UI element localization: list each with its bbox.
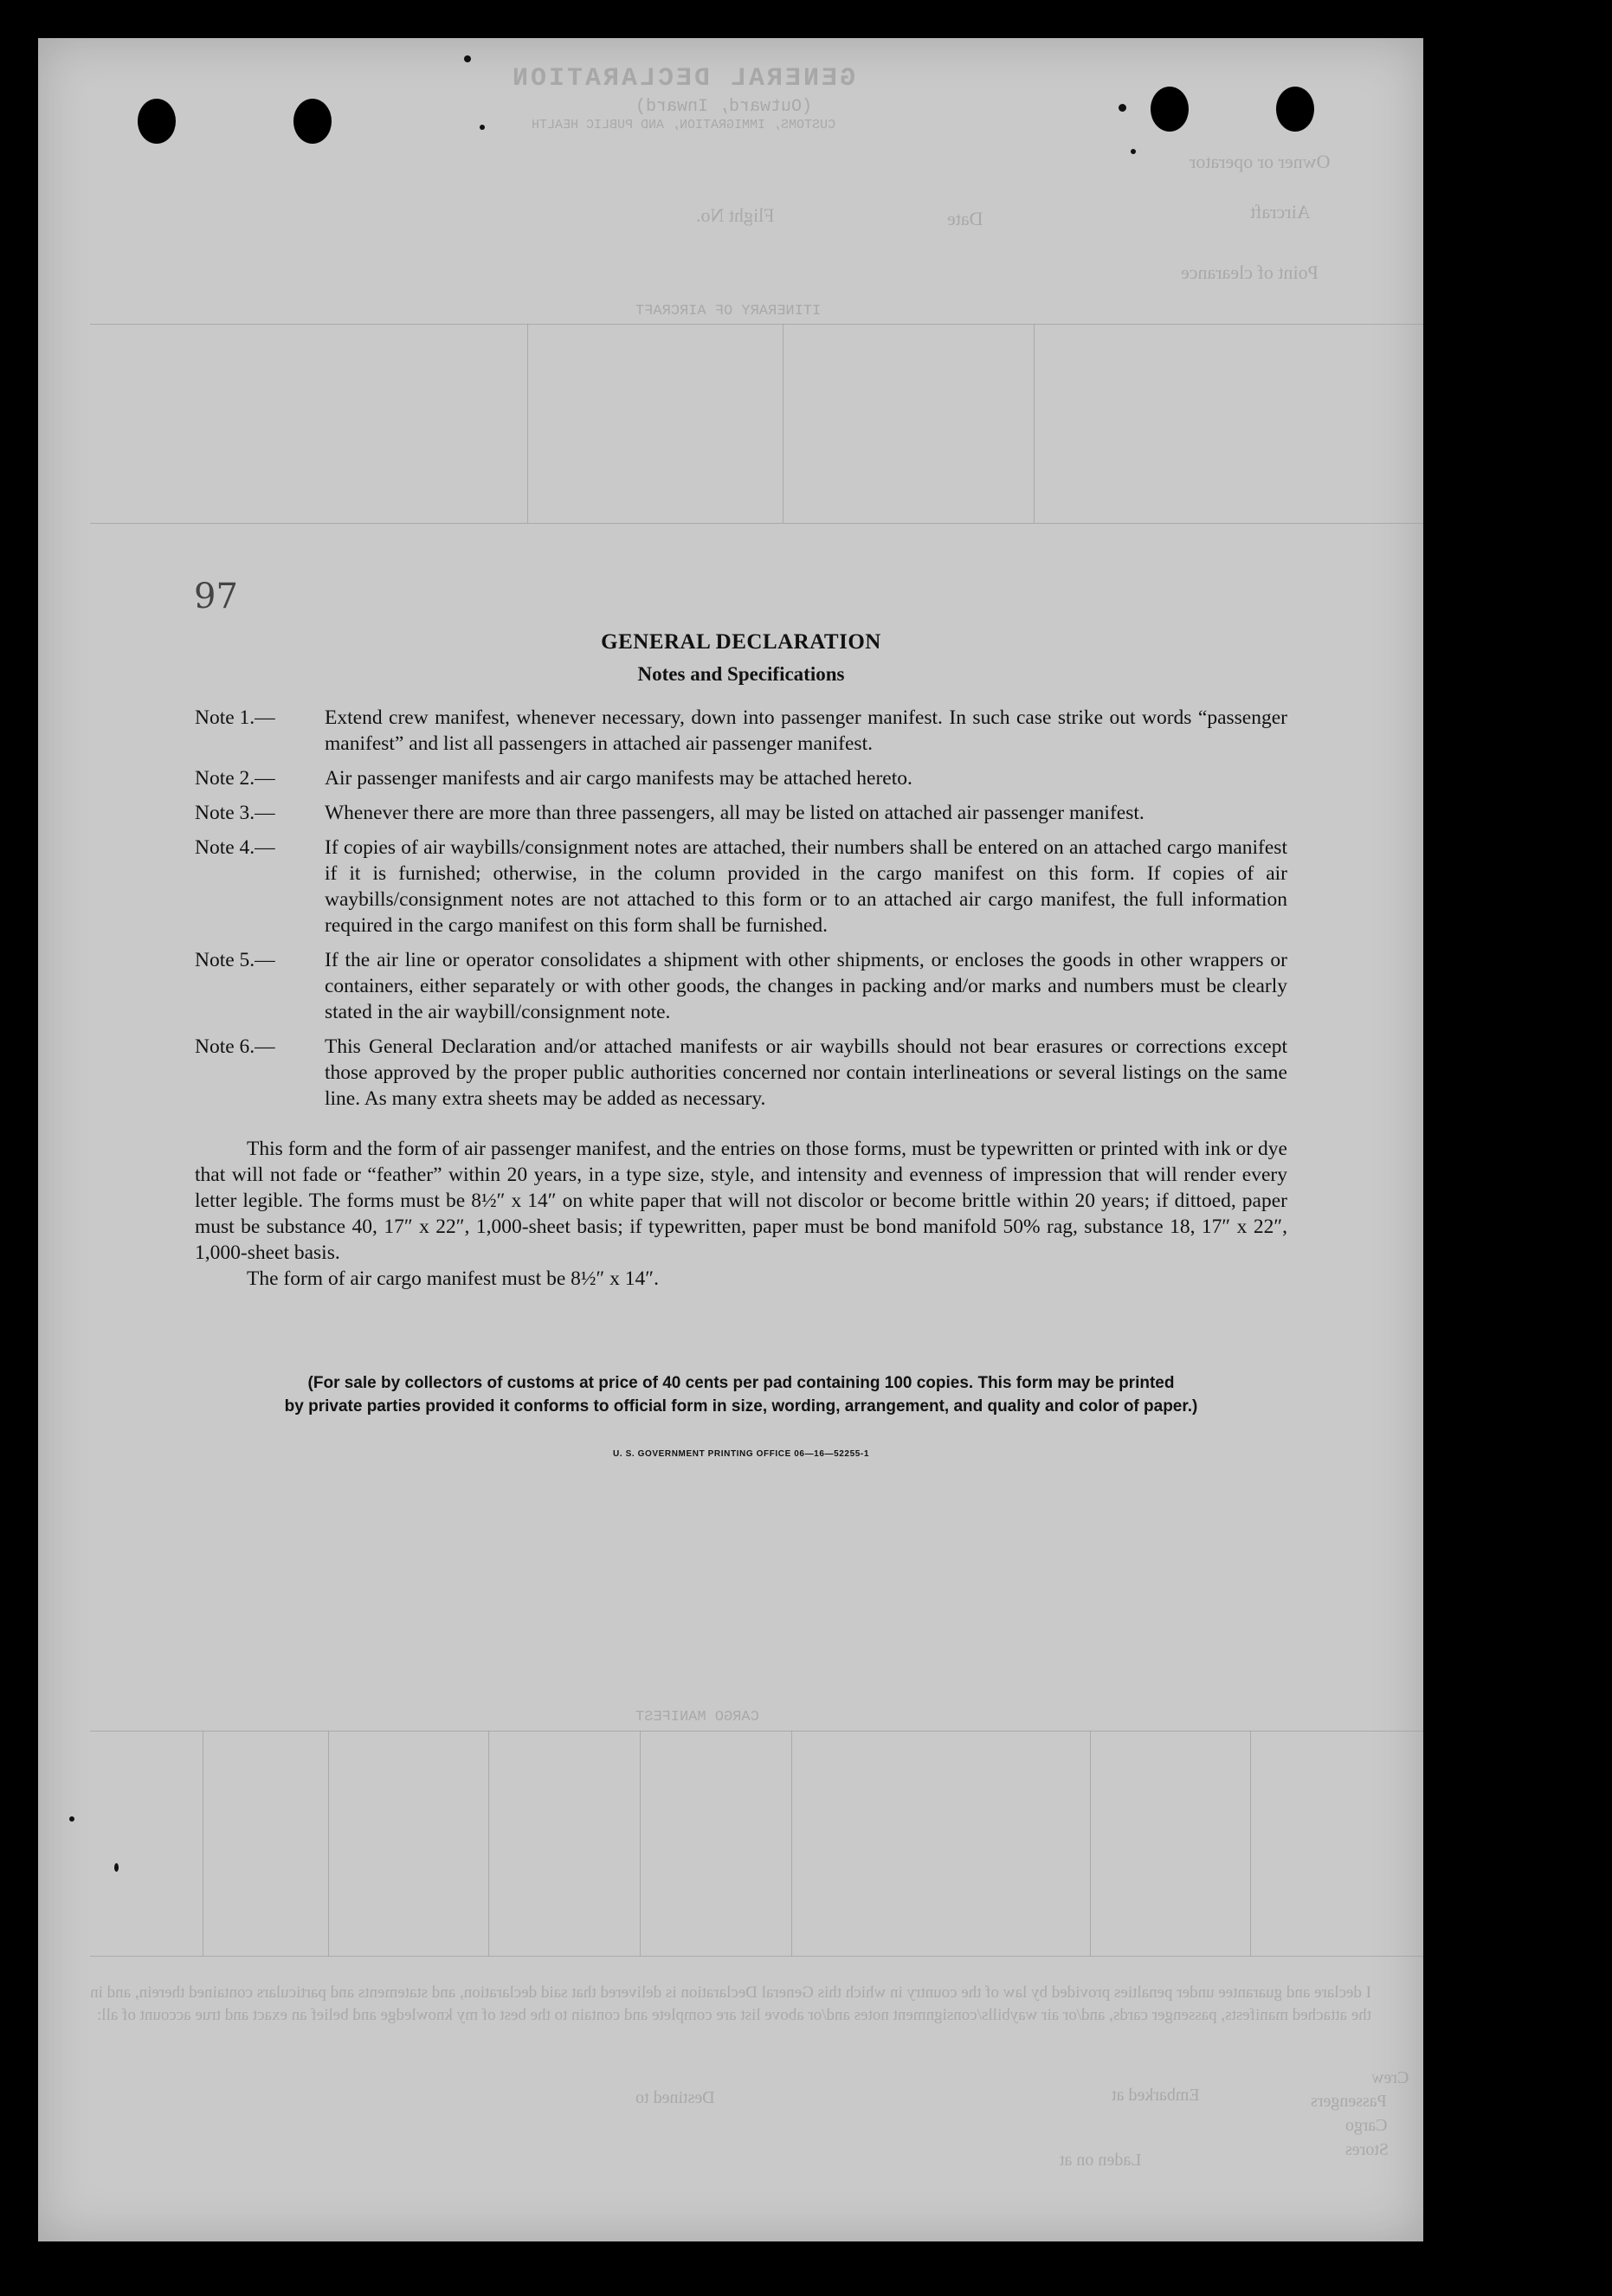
note-label: Note 5.— [195,949,275,971]
ghost-itinerary: ITINERARY OF AIRCRAFT [635,303,822,319]
ghost-rule [488,1731,489,1956]
ghost-rule [90,523,1423,524]
ghost-passengers: Passengers [1311,2092,1387,2111]
speck [1119,104,1126,112]
speck [114,1863,119,1872]
ghost-header: GENERAL DECLARATION [510,64,856,94]
note-4 [195,835,1287,938]
note-label: Note 3.— [195,802,275,824]
ghost-aircraft: Aircraft [1250,201,1311,223]
speck [69,1816,74,1822]
note-text: If copies of air waybills/consignment notes are attached, their numbers shall be entered on an attached cargo manifest if it is furnished; otherwise, in the column provided in the cargo manifest on this form. If copies of air waybills/consignment notes are not attached to this form or to an attached air cargo manifest, the full information required in the cargo manifest on this form shall be furnished. [325,836,1287,937]
speck [480,125,485,130]
printer-line: U. S. GOVERNMENT PRINTING OFFICE 06—16—52255-1 [613,1449,869,1459]
note-text: If the air line or operator consolidates a shipment with other shipments, or encloses the goods in other wrappers or containers, either separately or with other goods, the changes in packing and/or marks and numbers must be clearly stated in the air waybill/consignment note. [325,949,1287,1023]
ghost-laden: Laden on at [1060,2151,1142,2170]
note-3 [195,800,1287,826]
note-6 [195,1034,1287,1112]
ghost-flight: Flight No. [696,204,775,226]
ghost-destined: Destined to [635,2088,715,2107]
note-2 [195,765,1287,791]
sale-notice [195,1371,1287,1418]
ghost-cargo-manifest: CARGO MANIFEST [635,1709,759,1725]
ghost-rule [1250,1731,1251,1956]
ghost-date: Date [947,208,983,229]
sale-notice-line: (For sale by collectors of customs at price of 40 cents per pad containing 100 copies. This form may be printed [307,1374,1175,1392]
ghost-rule [90,1956,1423,1957]
cargo-size-line: The form of air cargo manifest must be 8½″ x 14″. [247,1267,659,1290]
note-5 [195,947,1287,1025]
document-subtitle: Notes and Specifications [637,663,845,685]
speck [464,55,471,62]
document-title: GENERAL DECLARATION [601,630,881,654]
ghost-agency: CUSTOMS, IMMIGRATION, AND PUBLIC HEALTH [532,118,836,132]
speck [1131,149,1136,154]
punch-hole [1276,87,1314,132]
ghost-crew: Crew [1371,2068,1409,2087]
ghost-rule [90,324,1423,325]
ghost-stores: Stores [1345,2140,1389,2159]
note-text: Extend crew manifest, whenever necessary, down into passenger manifest. In such case strike out words “passenger manifest” and list all passengers in attached air passenger manifest. [325,706,1287,755]
note-label: Note 1.— [195,706,275,729]
ghost-rule [328,1731,329,1956]
stamp-number: 97 [194,577,238,616]
ghost-owner: Owner or operator [1190,151,1331,172]
note-1 [195,705,1287,757]
punch-hole [293,99,332,144]
note-label: Note 2.— [195,767,275,790]
ghost-rule [527,324,528,523]
note-text: This General Declaration and/or attached manifests or air waybills should not bear erasures or corrections except those approved by the proper public authorities concerned nor contain interlineations or several listings on the same line. As many extra sheets may be added as necessary. [325,1035,1287,1110]
ghost-rule [640,1731,641,1956]
form-requirements-paragraph: This form and the form of air passenger manifest, and the entries on those forms, must be typewritten or printed with ink or dye that will not fade or “feather” within 20 years, in a type size, style, and intensity and evenness of impression that will render every letter legible. The forms must be 8½″ x 14″ on white paper that will not discolor or become brittle within 20 years; if dittoed, paper must be substance 40, 17″ x 22″, 1,000-sheet basis; if typewritten, paper must be bond manifold 50% rag, substance 18, 17″ x 22″, 1,000-sheet basis. [195,1138,1287,1264]
ghost-rule [1090,1731,1091,1956]
ghost-cargo: Cargo [1345,2116,1388,2135]
note-label: Note 4.— [195,836,275,859]
note-label: Note 6.— [195,1035,275,1058]
notes-section [195,630,1287,1459]
ghost-rule [90,1731,1423,1732]
sale-notice-line: by private parties provided it conforms to official form in size, wording, arrangement, and quality and color of paper.) [284,1397,1198,1416]
ghost-clearance: Point of clearance [1181,261,1319,283]
ghost-subheader: (Outward, Inward) [635,97,813,117]
punch-hole [138,99,176,144]
note-text: Air passenger manifests and air cargo manifests may be attached hereto. [325,767,912,790]
note-text: Whenever there are more than three passengers, all may be listed on attached air passenger manifest. [325,802,1145,824]
ghost-rule [1034,324,1035,523]
punch-hole [1151,87,1189,132]
ghost-embarked: Embarked at [1112,2086,1200,2105]
ghost-rule [791,1731,792,1956]
ghost-declaration: I declare and guarantee under penalties provided by law of the country in which this General Declaration is delivered that said declaration, and statements and particulars contained therein, and in the attached manifests, passenger cards, and/or air waybills/consignment notes and/or above list are complete and contain to the best of my knowledge and belief an exact and true account of all: [90,1983,1371,2024]
